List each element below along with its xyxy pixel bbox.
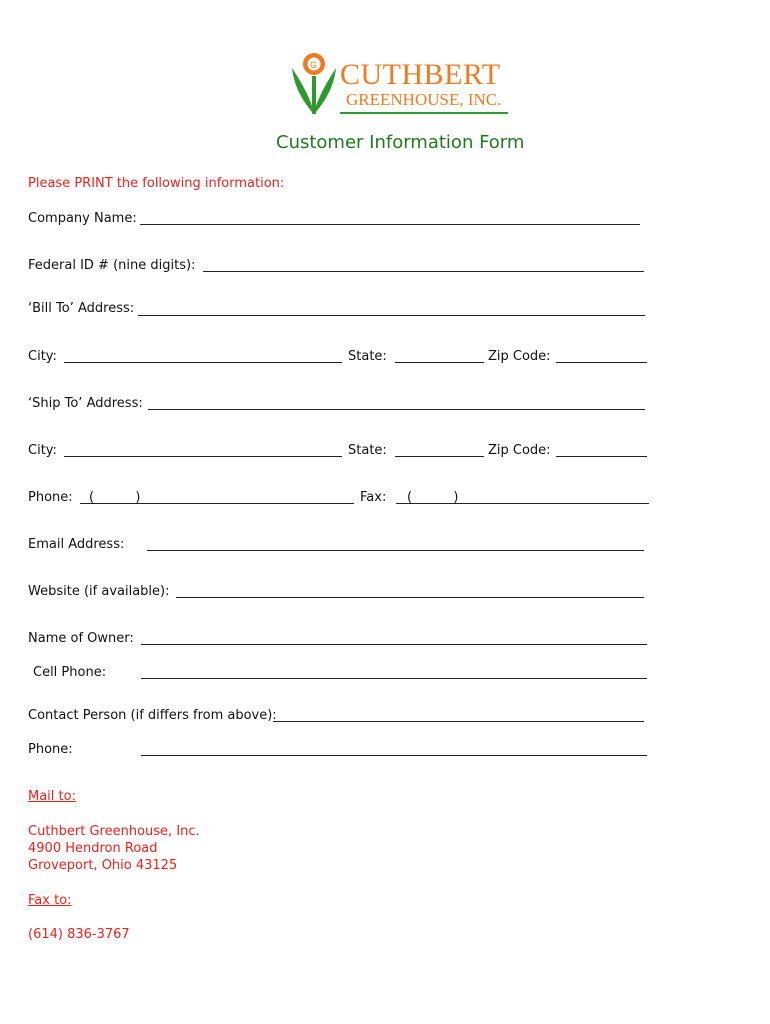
company-logo <box>288 50 513 120</box>
contact-person-field[interactable] <box>273 721 644 722</box>
logo-subtitle: GREENHOUSE, INC. <box>346 90 502 109</box>
website-label: Website (if available): <box>28 584 170 599</box>
instruction-text: Please PRINT the following information: <box>28 176 285 191</box>
mail-address-line3: Groveport, Ohio 43125 <box>28 858 178 873</box>
logo-underline <box>340 112 508 114</box>
state-field-2[interactable] <box>395 456 484 457</box>
city-field-1[interactable] <box>64 362 342 363</box>
zip-label-1: Zip Code: <box>488 349 551 364</box>
fax-field[interactable] <box>396 503 649 504</box>
mail-address-line1: Cuthbert Greenhouse, Inc. <box>28 824 200 839</box>
zip-field-1[interactable] <box>556 362 647 363</box>
federal-id-label: Federal ID # (nine digits): <box>28 258 196 273</box>
cell-phone-label: Cell Phone: <box>33 665 107 680</box>
contact-person-label: Contact Person (if differs from above): <box>28 708 277 723</box>
website-field[interactable] <box>176 597 644 598</box>
company-name-label: Company Name: <box>28 211 137 226</box>
flower-logo-icon <box>288 50 348 118</box>
fax-to-heading: Fax to: <box>28 893 72 908</box>
zip-label-2: Zip Code: <box>488 443 551 458</box>
state-field-1[interactable] <box>395 362 484 363</box>
form-title: Customer Information Form <box>276 132 525 153</box>
company-name-field[interactable] <box>140 224 640 225</box>
city-field-2[interactable] <box>64 456 342 457</box>
logo-name: CUTHBERT <box>340 58 501 91</box>
federal-id-field[interactable] <box>203 271 644 272</box>
city-label-2: City: <box>28 443 57 458</box>
phone-label: Phone: <box>28 490 73 505</box>
email-label: Email Address: <box>28 537 125 552</box>
city-label-1: City: <box>28 349 57 364</box>
fax-label: Fax: <box>360 490 387 505</box>
mail-address-line2: 4900 Hendron Road <box>28 841 158 856</box>
ship-to-label: ‘Ship To’ Address: <box>28 396 143 411</box>
fax-area-code: ( ) <box>407 490 459 505</box>
mail-to-heading: Mail to: <box>28 789 76 804</box>
bill-to-field[interactable] <box>138 315 645 316</box>
contact-phone-label: Phone: <box>28 742 73 757</box>
state-label-2: State: <box>348 443 387 458</box>
phone-area-code: ( ) <box>89 490 141 505</box>
owner-field[interactable] <box>141 644 647 645</box>
cell-phone-field[interactable] <box>141 678 647 679</box>
zip-field-2[interactable] <box>556 456 647 457</box>
fax-to-number: (614) 836-3767 <box>28 927 130 942</box>
ship-to-field[interactable] <box>148 409 645 410</box>
state-label-1: State: <box>348 349 387 364</box>
contact-phone-field[interactable] <box>141 755 647 756</box>
phone-field[interactable] <box>80 503 354 504</box>
owner-label: Name of Owner: <box>28 631 134 646</box>
svg-text:G: G <box>310 60 318 70</box>
email-field[interactable] <box>147 550 644 551</box>
bill-to-label: ‘Bill To’ Address: <box>28 301 135 316</box>
